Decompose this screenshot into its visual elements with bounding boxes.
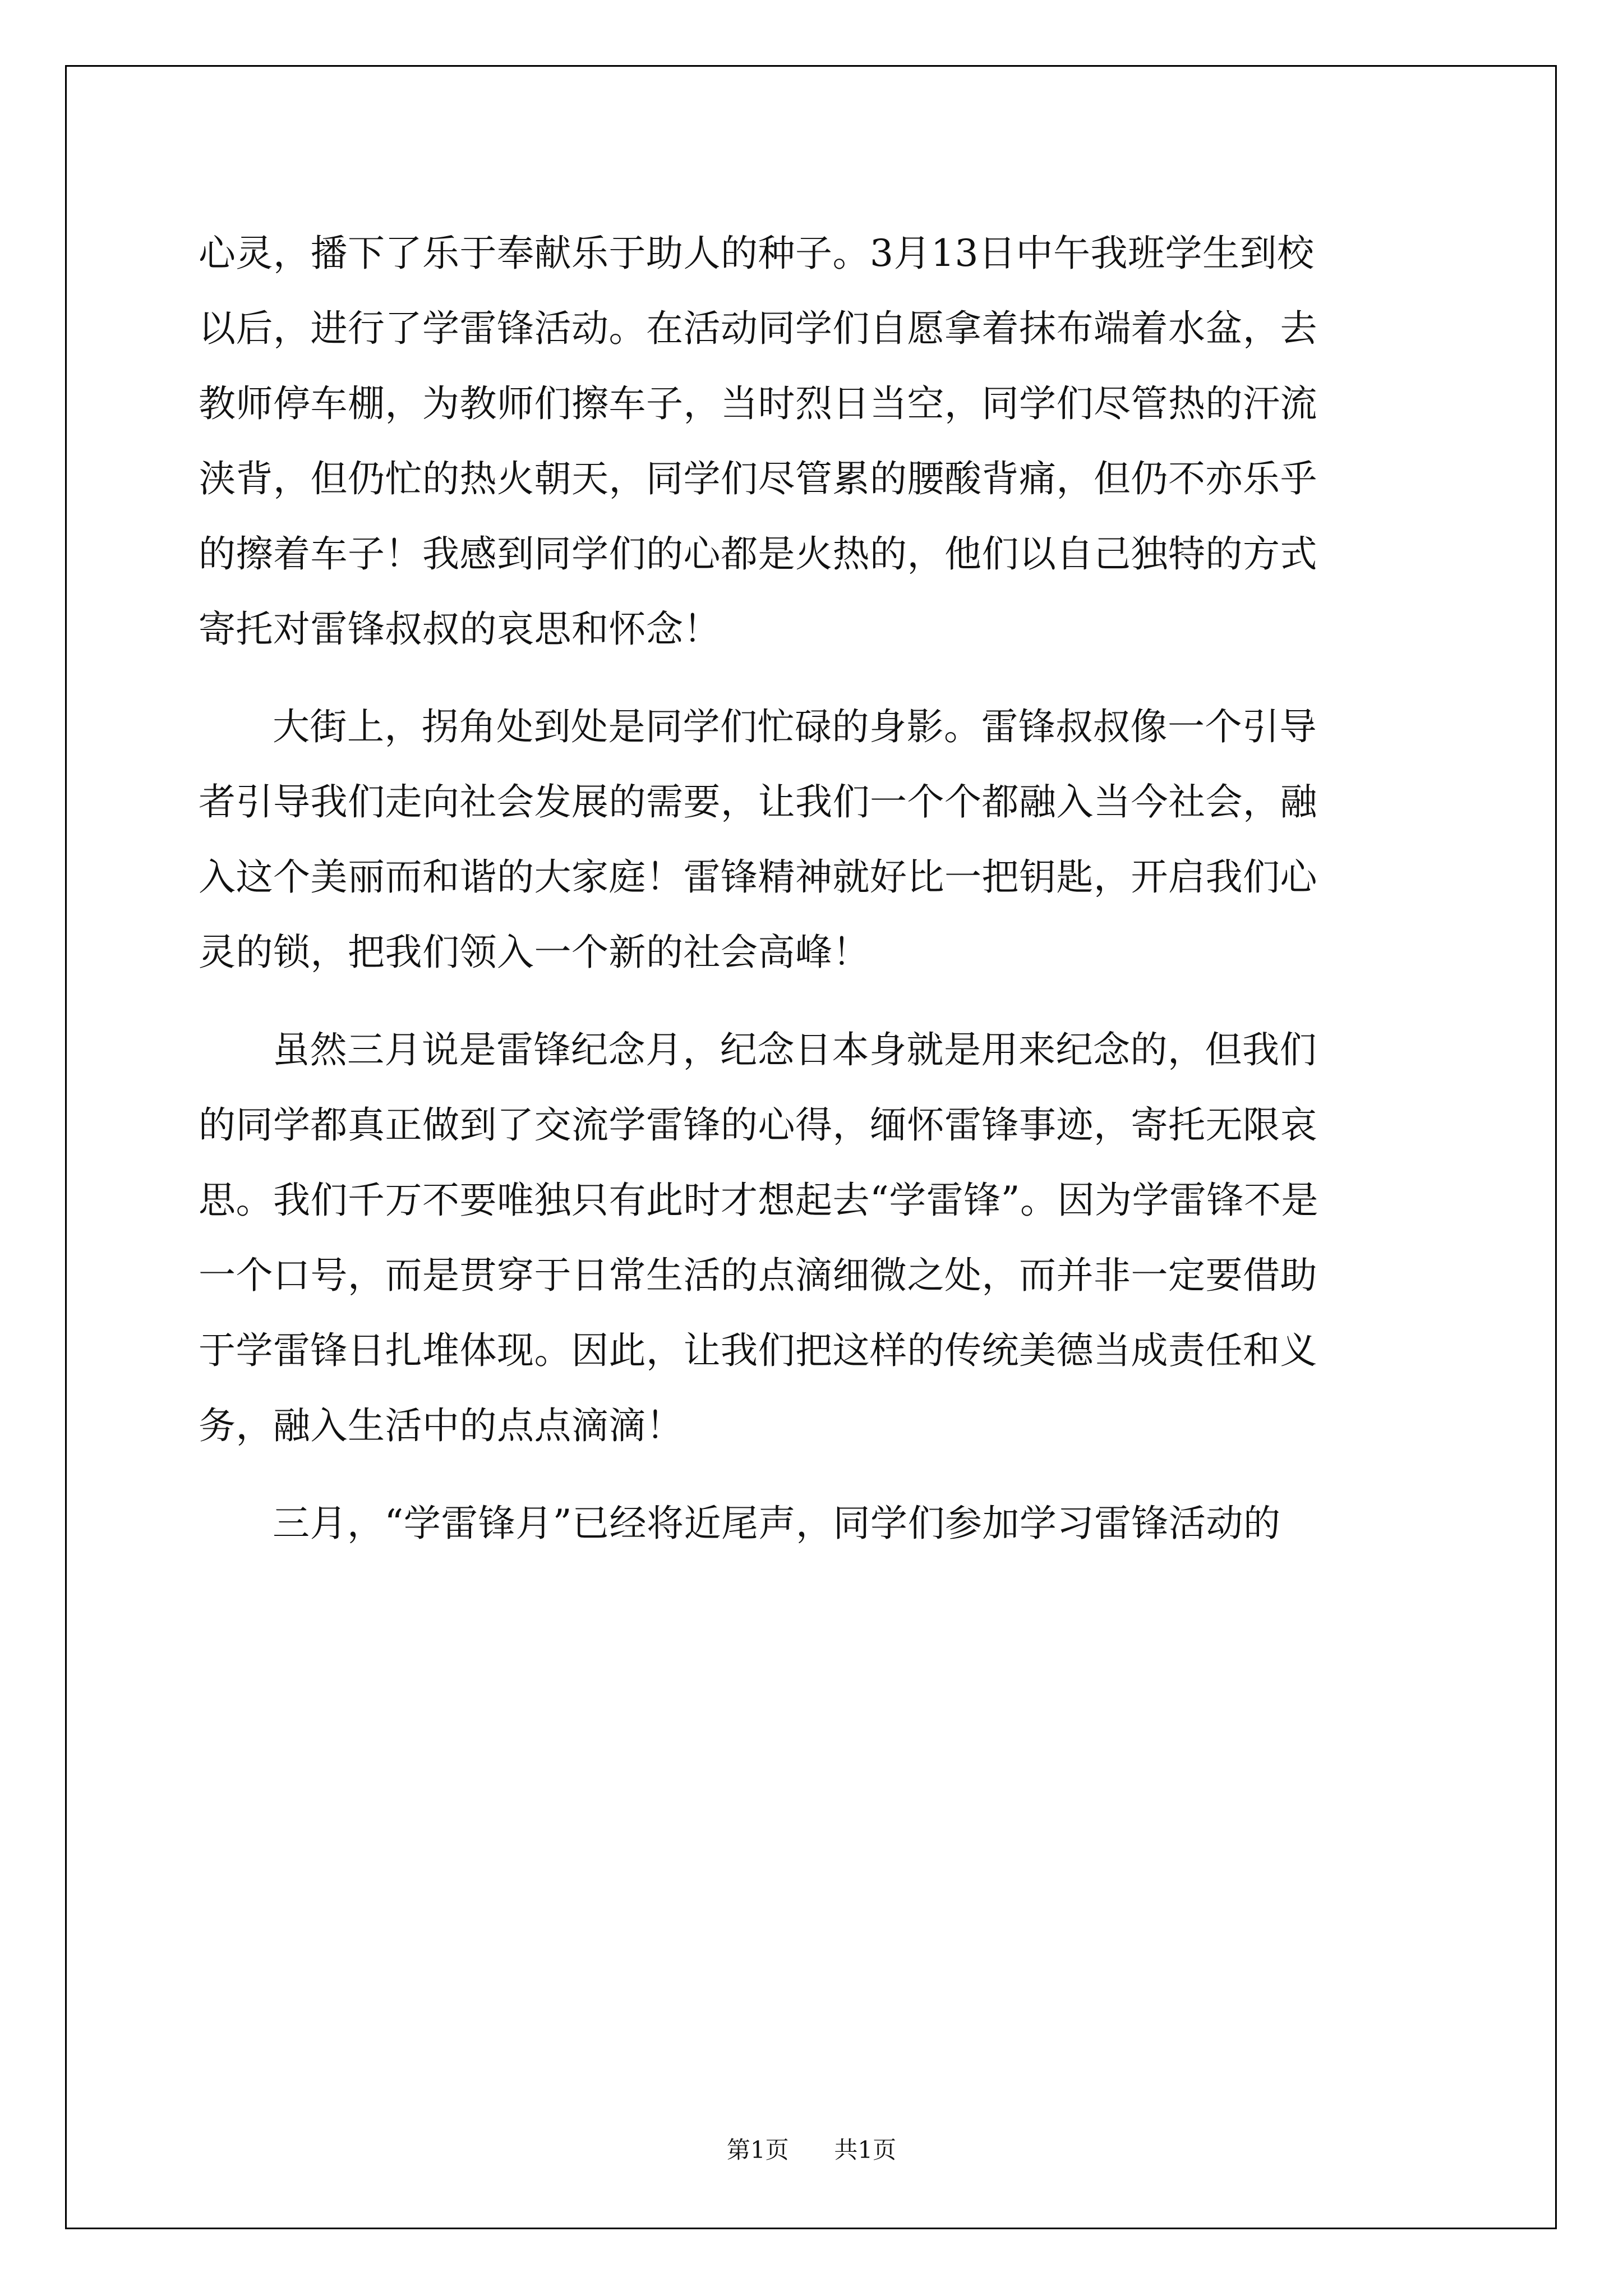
text-line: 的擦着车子！我感到同学们的心都是火热的，他们以自己独特的方式 [199, 532, 1317, 576]
text-line: 思。我们千万不要唯独只有此时才想起去“学雷锋”。因为学雷锋不是 [199, 1179, 1318, 1222]
text-line: 寄托对雷锋叔叔的哀思和怀念！ [199, 608, 721, 651]
text-line: 浃背，但仍忙的热火朝天，同学们尽管累的腰酸背痛，但仍不亦乐乎 [199, 457, 1317, 500]
text-line: 一个口号，而是贯穿于日常生活的点滴细微之处，而并非一定要借助 [199, 1254, 1317, 1297]
text-line: 虽然三月说是雷锋纪念月，纪念日本身就是用来纪念的，但我们 [273, 1028, 1317, 1071]
text-line: 三月，“学雷锋月”已经将近尾声，同学们参加学习雷锋活动的 [273, 1502, 1281, 1545]
page-footer [0, 2135, 1623, 2165]
text-line: 入这个美丽而和谐的大家庭！雷锋精神就好比一把钥匙，开启我们心 [199, 855, 1317, 899]
text-line: 心灵，播下了乐于奉献乐于助人的种子。3月13日中午我班学生到校 [199, 232, 1315, 275]
paragraph-3 [199, 1013, 1427, 1464]
paragraph-gap [199, 1464, 1427, 1486]
paragraph-2 [199, 689, 1427, 990]
text-line: 教师停车棚，为教师们擦车子，当时烈日当空，同学们尽管热的汗流 [199, 382, 1317, 425]
paragraph-4 [199, 1486, 1427, 1561]
document-body [199, 216, 1427, 1561]
paragraph-gap [199, 990, 1427, 1013]
page-total: 共1页 [834, 2136, 897, 2164]
text-line: 以后，进行了学雷锋活动。在活动同学们自愿拿着抹布端着水盆，去 [199, 307, 1317, 350]
text-line: 务，融入生活中的点点滴滴！ [199, 1404, 684, 1447]
page-number: 第1页 [726, 2136, 789, 2164]
paragraph-gap [199, 667, 1427, 689]
text-line: 灵的锁，把我们领入一个新的社会高峰！ [199, 931, 870, 974]
text-line: 的同学都真正做到了交流学雷锋的心得，缅怀雷锋事迹，寄托无限哀 [199, 1103, 1317, 1147]
text-line: 于学雷锋日扎堆体现。因此，让我们把这样的传统美德当成责任和义 [199, 1329, 1317, 1372]
paragraph-1 [199, 216, 1427, 667]
text-line: 者引导我们走向社会发展的需要，让我们一个个都融入当今社会，融 [199, 780, 1317, 823]
text-line: 大街上，拐角处到处是同学们忙碌的身影。雷锋叔叔像一个引导 [273, 705, 1317, 748]
